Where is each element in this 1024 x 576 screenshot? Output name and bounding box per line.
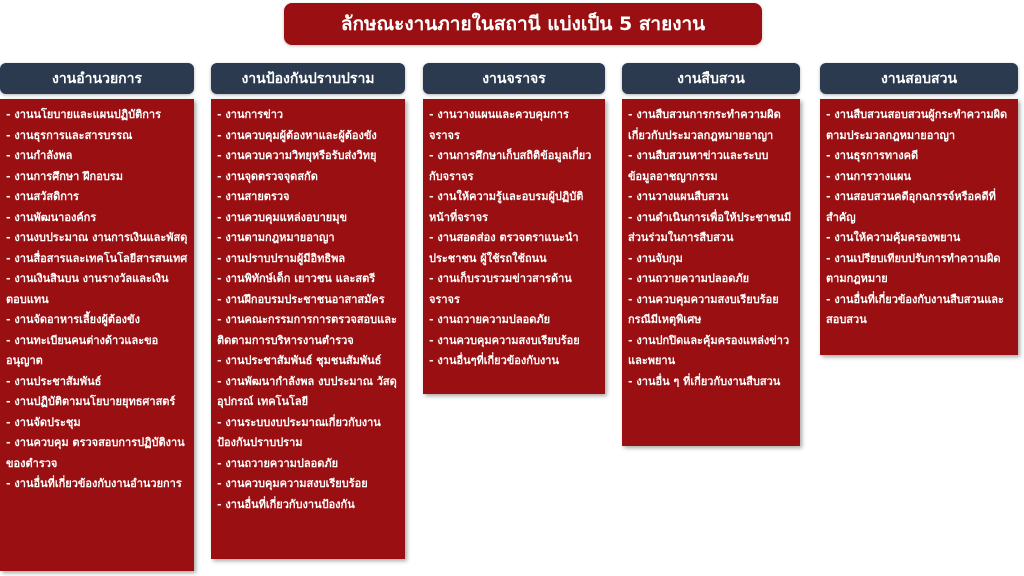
list-item: - งานธุรการทางคดี [826, 149, 919, 162]
list-item: - งานเปรียบเทียบปรับการทำความผิดตามกฎหมาย [826, 251, 1001, 285]
list-item: - งานพัฒนาองค์กร [6, 210, 97, 224]
list-item: - งานสวัสดิการ [6, 190, 79, 203]
column-investigation [622, 63, 800, 446]
list-item: - งานงบประมาณ งานการเงินและพัสดุ [6, 231, 188, 244]
list-item: - งานสอบสวนคดีอุกฉกรรจ์หรือคดีที่สำคัญ [826, 190, 996, 224]
list-item: - งานพัฒนากำลังพล งบประมาณ วัสดุ อุปกรณ์ เทคโนโลยี [217, 374, 397, 408]
list-item: - งานประชาสัมพันธ์ [6, 374, 102, 388]
item-list [6, 105, 188, 495]
list-item: - งานควบคุมความสงบเรียบร้อย [429, 333, 580, 347]
list-item: - งานเงินสินบน งานรางวัลและเงินตอบแทน [6, 272, 169, 306]
list-item: - งานปกปิดและคุ้มครองแหล่งข่าวและพยาน [628, 333, 790, 367]
column-body [0, 99, 194, 571]
column-header: งานสืบสวน [622, 63, 800, 94]
column-body [211, 99, 405, 559]
list-item: - งานประชาสัมพันธ์ ชุมชนสัมพันธ์ [217, 354, 382, 367]
list-item: - งานควบคุมแหล่งอบายมุข [217, 210, 348, 224]
list-item: - งานนโยบายและแผนปฏิบัติการ [6, 108, 161, 121]
column-body [820, 99, 1018, 355]
item-list [217, 105, 399, 515]
item-list [826, 105, 1012, 331]
list-item: - งานระบบงบประมาณเกี่ยวกับงานป้องกันปราบปราม [217, 415, 381, 449]
list-item: - งานควบคุมความสงบเรียบร้อยกรณีมีเหตุพิเศษ [628, 292, 779, 326]
item-list [429, 105, 599, 372]
list-item: - งานทะเบียนคนต่างด้าวและขออนุญาต [6, 333, 159, 367]
list-item: - งานปราบปรามผู้มีอิทธิพล [217, 251, 346, 265]
list-item: - งานอื่นที่เกี่ยวข้องกับงานอำนวยการ [6, 477, 182, 490]
list-item: - งานสอดส่อง ตรวจตราแนะนำประชาชน ผู้ใช้รถใช้ถนน [429, 231, 579, 265]
column-body [423, 99, 605, 394]
list-item: - งานการศึกษาเก็บสถิติข้อมูลเกี่ยวกับจราจร [429, 149, 592, 183]
list-item: - งานตามกฎหมายอาญา [217, 231, 335, 244]
list-item: - งานวางแผนสืบสวน [628, 190, 729, 203]
list-item: - งานสื่อสารและเทคโนโลยีสารสนเทศ [6, 251, 188, 265]
list-item: - งานจับกุม [628, 251, 683, 265]
list-item: - งานถวายความปลอดภัย [628, 272, 750, 285]
list-item: - งานสืบสวนสอบสวนผู้กระทำความผิดตามประมวลกฎหมายอาญา [826, 108, 1008, 142]
list-item: - งานการวางแผน [826, 169, 911, 183]
list-item: - งานให้ความคุ้มครองพยาน [826, 231, 961, 244]
column-header: งานป้องกันปราบปราม [211, 63, 405, 94]
list-item: - งานจัดประชุม [6, 415, 81, 429]
list-item: - งานเก็บรวบรวมข่าวสารด้านจราจร [429, 272, 572, 306]
list-item: - งานการข่าว [217, 108, 284, 121]
column-header: งานจราจร [423, 63, 605, 94]
list-item: - งานปฏิบัติตามนโยบายยุทธศาสตร์ [6, 395, 176, 408]
list-item: - งานให้ความรู้และอบรมผู้ปฏิบัติหน้าที่จราจร [429, 190, 584, 224]
list-item: - งานพิทักษ์เด็ก เยาวชน และสตรี [217, 272, 376, 285]
column-header: งานอำนวยการ [0, 63, 194, 94]
item-list [628, 105, 794, 392]
column-header: งานสอบสวน [820, 63, 1018, 94]
list-item: - งานธุรการและสารบรรณ [6, 128, 133, 142]
list-item: - งานกำลังพล [6, 149, 73, 162]
list-item: - งานสืบสวนหาข่าวและระบบข้อมูลอาชญากรรม [628, 149, 769, 183]
list-item: - งานจุดตรวจจุดสกัด [217, 169, 318, 183]
column-administration [0, 63, 194, 571]
list-item: - งานคณะกรรมการการตรวจสอบและติดตามการบริหารงานตำรวจ [217, 313, 397, 347]
list-item: - งานจัดอาหารเลี้ยงผู้ต้องขัง [6, 313, 140, 326]
list-item: - งานสืบสวนการกระทำความผิดเกี่ยวกับประมวลกฎหมายอาญา [628, 108, 781, 142]
list-item: - งานควบคุมผู้ต้องหาและผู้ต้องขัง [217, 128, 377, 142]
list-item: - งานควบคุม ตรวจสอบการปฏิบัติงานของตำรวจ [6, 436, 185, 470]
list-item: - งานวางแผนและควบคุมการจราจร [429, 108, 569, 142]
column-body [622, 99, 800, 446]
column-crime-prevention [211, 63, 405, 559]
list-item: - งานควบคุมความสงบเรียบร้อย [217, 477, 368, 490]
column-inquiry [820, 63, 1018, 355]
list-item: - งานถวายความปลอดภัย [429, 313, 551, 326]
list-item: - งานอื่นๆที่เกี่ยวข้องกับงาน [429, 354, 559, 367]
diagram-title: ลักษณะงานภายในสถานี แบ่งเป็น 5 สายงาน [284, 3, 762, 45]
column-traffic [423, 63, 605, 394]
list-item: - งานฝึกอบรมประชาชนอาสาสมัคร [217, 292, 385, 306]
list-item: - งานควบความวิทยุหรือรับส่งวิทยุ [217, 149, 377, 162]
list-item: - งานดำเนินการเพื่อให้ประชาชนมีส่วนร่วมในการสืบสวน [628, 210, 792, 244]
list-item: - งานอื่นที่เกี่ยวกับงานป้องกัน [217, 497, 355, 511]
list-item: - งานการศึกษา ฝึกอบรม [6, 169, 123, 183]
list-item: - งานอื่นที่เกี่ยวข้องกับงานสืบสวนและสอบสวน [826, 292, 1004, 326]
list-item: - งานอื่น ๆ ที่เกี่ยวกับงานสืบสวน [628, 374, 781, 388]
list-item: - งานถวายความปลอดภัย [217, 456, 339, 470]
list-item: - งานสายตรวจ [217, 190, 290, 203]
